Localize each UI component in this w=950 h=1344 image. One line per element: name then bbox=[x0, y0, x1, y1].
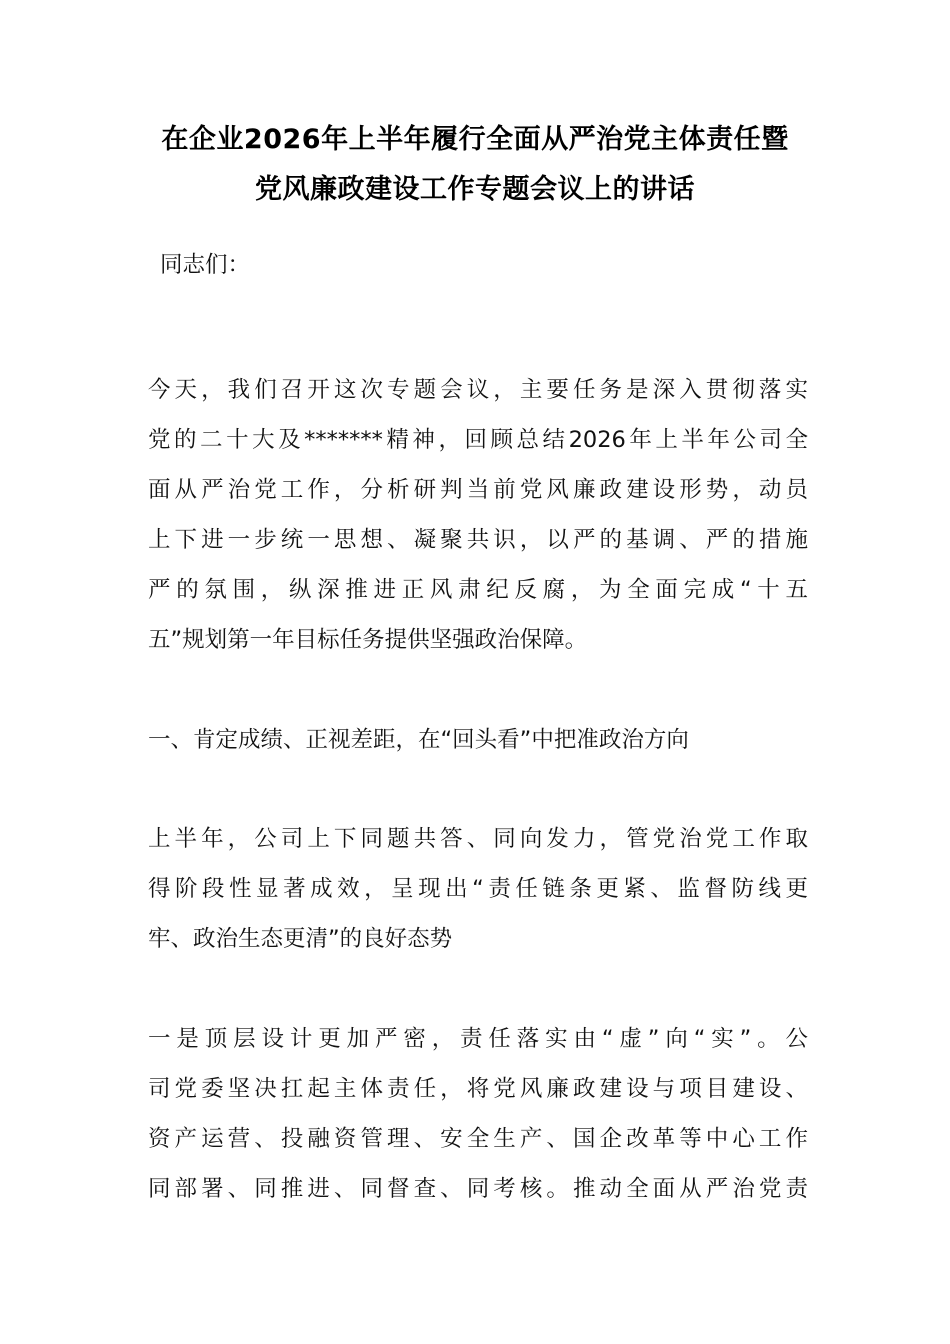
paragraph-3-line: 同部署、同推进、同督查、同考核。推动全面从严治党责 bbox=[148, 1176, 808, 1202]
document-title-line-1: 在企业2026年上半年履行全面从严治党主体责任暨 bbox=[161, 124, 789, 155]
paragraph-3-line: 司党委坚决扛起主体责任，将党风廉政建设与项目建设、 bbox=[148, 1076, 808, 1102]
paragraph-1-line: 严的氛围，纵深推进正风肃纪反腐，为全面完成“十五 bbox=[148, 577, 808, 603]
document-title-line-2: 党风廉政建设工作专题会议上的讲话 bbox=[255, 174, 695, 205]
paragraph-3-line: 一是顶层设计更加严密，责任落实由“虚”向“实”。公 bbox=[148, 1026, 808, 1052]
section-heading-1: 一、肯定成绩、正视差距，在“回头看”中把准政治方向 bbox=[148, 727, 689, 753]
paragraph-1-line: 党的二十大及*******精神，回顾总结2026年上半年公司全 bbox=[148, 427, 808, 453]
paragraph-2-line: 上半年，公司上下同题共答、同向发力，管党治党工作取 bbox=[148, 826, 808, 852]
paragraph-2-line: 得阶段性显著成效，呈现出“责任链条更紧、监督防线更 bbox=[148, 876, 808, 902]
paragraph-3-line: 资产运营、投融资管理、安全生产、国企改革等中心工作 bbox=[148, 1126, 808, 1152]
paragraph-1-line: 今天，我们召开这次专题会议，主要任务是深入贯彻落实 bbox=[148, 377, 808, 403]
paragraph-1-line: 面从严治党工作，分析研判当前党风廉政建设形势，动员 bbox=[148, 477, 808, 503]
paragraph-2-line: 牢、政治生态更清”的良好态势 bbox=[148, 926, 453, 952]
paragraph-1-line: 五”规划第一年目标任务提供坚强政治保障。 bbox=[148, 627, 588, 653]
paragraph-1-line: 上下进一步统一思想、凝聚共识，以严的基调、严的措施 bbox=[148, 527, 808, 553]
salutation: 同志们： bbox=[160, 252, 251, 278]
